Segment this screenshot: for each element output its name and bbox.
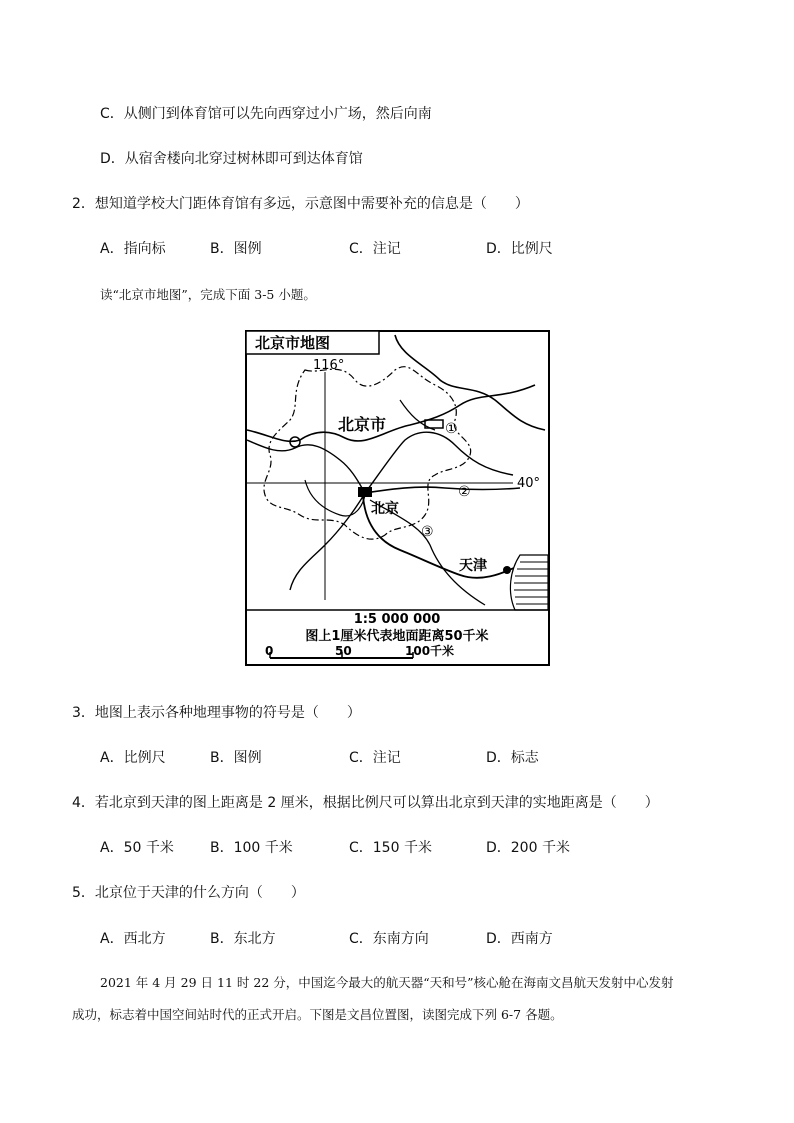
- q3-stem: 3．地图上表示各种地理事物的符号是（ ）: [72, 705, 361, 721]
- beijing-map: [245, 330, 550, 666]
- q5-option-d: D．西南方: [486, 931, 553, 947]
- label-beijing: 北京: [371, 501, 399, 517]
- q2-option-b: B．图例: [210, 241, 262, 257]
- scale-tick-0: 0: [265, 644, 274, 658]
- marker-1: ①: [445, 421, 458, 437]
- q2-option-c: C．注记: [349, 241, 401, 257]
- q4-option-b: B．100 千米: [210, 840, 293, 856]
- scale-ratio: 1:5 000 000: [353, 612, 441, 627]
- q5-option-a: A．西北方: [100, 931, 166, 947]
- q4-option-d: D．200 千米: [486, 840, 570, 856]
- q5-option-b: B．东北方: [210, 931, 276, 947]
- marker-2: ②: [458, 484, 471, 500]
- q3-option-d: D．标志: [486, 750, 539, 766]
- label-beijing-shi: 北京市: [338, 415, 387, 434]
- q4-option-a: A．50 千米: [100, 840, 174, 856]
- q3-option-c: C．注记: [349, 750, 401, 766]
- q5-stem: 5．北京位于天津的什么方向（ ）: [72, 885, 305, 901]
- q2-option-d: D．比例尺: [486, 241, 553, 257]
- tianjin-city-symbol: [503, 566, 511, 574]
- scale-description: 图上1厘米代表地面距离50千米: [305, 629, 489, 644]
- scale-tick-100: 100千米: [405, 644, 455, 658]
- map-intro: 读“北京市地图”，完成下面 3-5 小题。: [100, 287, 316, 302]
- beijing-city-symbol: [358, 487, 372, 497]
- space-intro-line2: 成功，标志着中国空间站时代的正式开启。下图是文昌位置图，读图完成下列 6-7 各题。: [72, 1007, 563, 1022]
- beijing-map-figure: [245, 330, 550, 666]
- q4-option-c: C．150 千米: [349, 840, 432, 856]
- space-intro-line1: 2021 年 4 月 29 日 11 时 22 分，中国迄今最大的航天器“天和号”核心舱在海南文昌航天发射中心发射: [100, 975, 674, 990]
- label-tianjin: 天津: [459, 558, 487, 574]
- q2-stem: 2．想知道学校大门距体育馆有多远，示意图中需要补充的信息是（ ）: [72, 196, 529, 212]
- q5-option-c: C．东南方向: [349, 931, 429, 947]
- q1-option-c: C．从侧门到体育馆可以先向西穿过小广场，然后向南: [100, 106, 432, 122]
- q3-option-b: B．图例: [210, 750, 262, 766]
- q3-option-a: A．比例尺: [100, 750, 166, 766]
- scale-tick-50: 50: [335, 644, 352, 658]
- marker-3: ③: [421, 524, 434, 540]
- q4-stem: 4．若北京到天津的图上距离是 2 厘米，根据比例尺可以算出北京到天津的实地距离是（ ）: [72, 795, 659, 811]
- longitude-label: 116°: [313, 358, 345, 373]
- map-title: 北京市地图: [255, 334, 331, 352]
- q2-option-a: A．指向标: [100, 241, 166, 257]
- q1-option-d: D．从宿舍楼向北穿过树林即可到达体育馆: [100, 151, 363, 167]
- latitude-label: 40°: [517, 476, 541, 491]
